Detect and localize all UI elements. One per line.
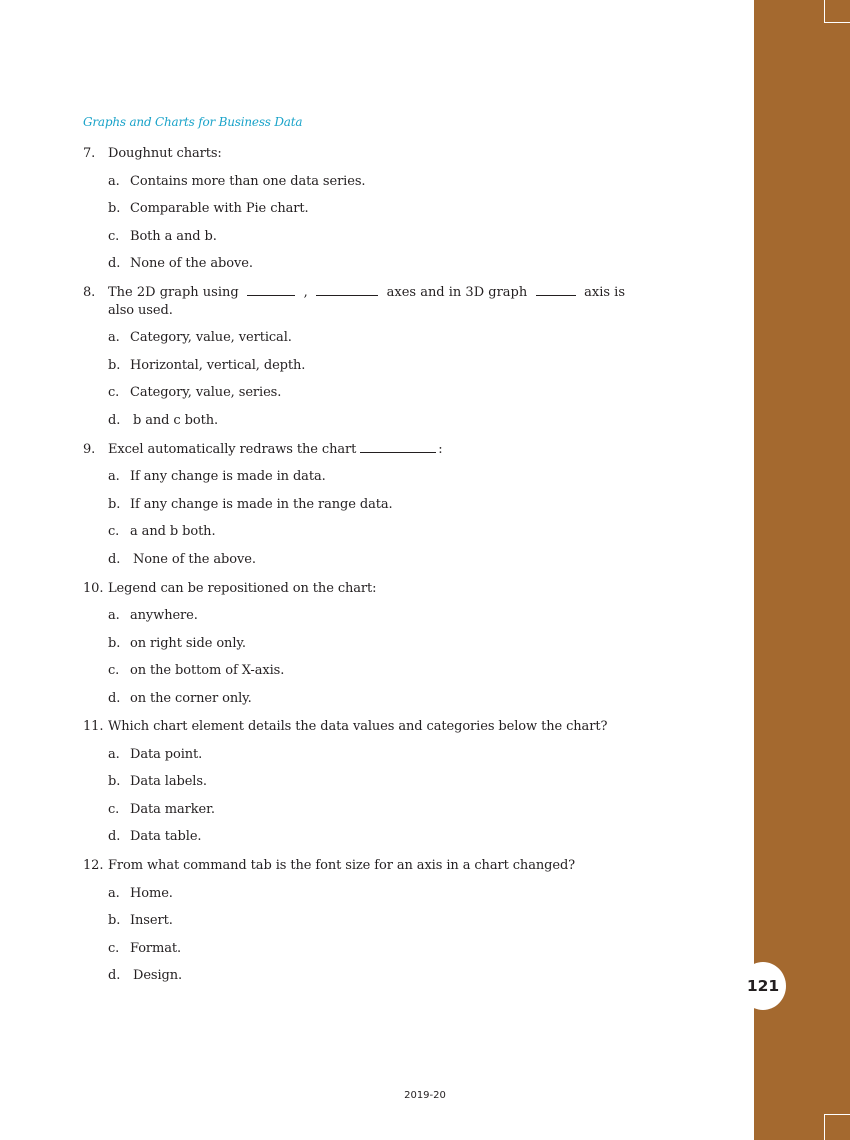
question-text: Doughnut charts: [108,146,222,161]
option-letter: c. [108,229,120,244]
crop-mark-top [824,0,850,23]
answer-blank [536,285,576,296]
option-text: Format. [130,941,182,956]
question-text-part: axis is [584,285,625,300]
option-text: If any change is made in data. [130,469,326,484]
page-footer-year: 2019-20 [404,1090,446,1101]
option-letter: a. [108,174,120,189]
question-text-part: : [438,442,443,457]
answer-blank [247,285,295,296]
option-letter: d. [108,968,121,983]
question-number: 9. [83,442,96,457]
question-text: Which chart element details the data values and categories below the chart? [108,719,608,734]
option-text: Home. [130,886,173,901]
option-text: on right side only. [130,636,246,651]
question-text: From what command tab is the font size for an axis in a chart changed? [108,858,576,873]
option-letter: b. [108,913,121,928]
option-letter: b. [108,636,121,651]
option-letter: d. [108,552,121,567]
question-text: Legend can be repositioned on the chart: [108,581,377,596]
option-text: on the corner only. [130,691,252,706]
option-letter: c. [108,385,120,400]
option-text: on the bottom of X-axis. [130,663,285,678]
option-text: b and c both. [133,413,219,428]
option-text: Data table. [130,829,202,844]
option-letter: c. [108,802,120,817]
option-letter: d. [108,829,121,844]
question-number: 8. [83,285,96,300]
running-header: Graphs and Charts for Business Data [83,115,303,129]
option-text: Both a and b. [130,229,217,244]
question-number: 10. [83,581,104,596]
option-text: Data labels. [130,774,207,789]
option-text: Contains more than one data series. [130,174,366,189]
option-letter: b. [108,358,121,373]
option-text: Horizontal, vertical, depth. [130,358,306,373]
question-text-part: axes and in 3D graph [386,285,528,300]
question-text [108,285,625,300]
option-letter: d. [108,413,121,428]
option-letter: d. [108,256,121,271]
question-text-part: , [303,285,308,300]
option-letter: c. [108,941,120,956]
option-text: Category, value, vertical. [130,330,292,345]
option-text: None of the above. [133,552,256,567]
option-text: anywhere. [130,608,198,623]
option-text: a and b both. [130,524,216,539]
question-text-part: The 2D graph using [108,285,239,300]
question-number: 7. [83,146,96,161]
question-number: 12. [83,858,104,873]
question-text [108,442,443,457]
option-letter: d. [108,691,121,706]
option-letter: a. [108,747,120,762]
option-text: Comparable with Pie chart. [130,201,309,216]
option-text: Category, value, series. [130,385,282,400]
question-text-part: Excel automatically redraws the chart [108,442,357,457]
question-number: 11. [83,719,104,734]
question-text-continued: also used. [108,303,173,318]
option-text: Data point. [130,747,203,762]
option-letter: c. [108,524,120,539]
answer-blank [360,442,436,453]
page-number: 121 [740,962,786,1010]
option-letter: a. [108,469,120,484]
option-letter: a. [108,608,120,623]
option-text: Insert. [130,913,173,928]
option-letter: b. [108,774,121,789]
option-text: None of the above. [130,256,253,271]
option-text: Data marker. [130,802,215,817]
option-letter: a. [108,330,120,345]
option-letter: b. [108,201,121,216]
option-letter: c. [108,663,120,678]
answer-blank [316,285,378,296]
option-text: Design. [133,968,183,983]
option-text: If any change is made in the range data. [130,497,393,512]
option-letter: b. [108,497,121,512]
option-letter: a. [108,886,120,901]
crop-mark-bottom [824,1114,850,1140]
